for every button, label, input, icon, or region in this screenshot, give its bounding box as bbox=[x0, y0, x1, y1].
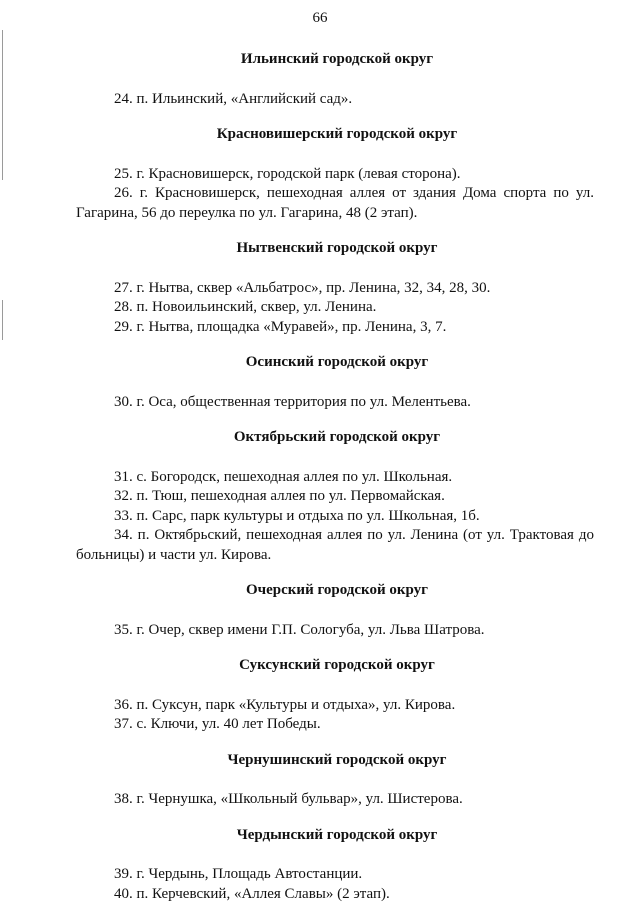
list-item: 37. с. Ключи, ул. 40 лет Победы. bbox=[114, 716, 321, 732]
section-nytvensky bbox=[76, 239, 594, 337]
section-krasnovishersky bbox=[76, 125, 594, 223]
list-item: 29. г. Нытва, площадка «Муравей», пр. Ленина, 3, 7. bbox=[114, 318, 447, 335]
section-heading: Осинский городской округ bbox=[245, 354, 429, 370]
list-item: 27. г. Нытва, сквер «Альбатрос», пр. Ленина, 32, 34, 28, 30. bbox=[114, 279, 491, 296]
list-item: 34. п. Октябрьский, пешеходная аллея по ул. Ленина (от ул. Трактовая до больницы) и части ул. Кирова. bbox=[76, 527, 594, 563]
list-item: 31. с. Богородск, пешеходная аллея по ул. Школьная. bbox=[114, 468, 453, 485]
list-item: 28. п. Новоильинский, сквер, ул. Ленина. bbox=[114, 299, 377, 315]
list-item: 35. г. Очер, сквер имени Г.П. Сологуба, ул. Льва Шатрова. bbox=[114, 621, 485, 638]
section-ilinsky bbox=[76, 50, 594, 109]
list-item: 32. п. Тюш, пешеходная аллея по ул. Первомайская. bbox=[114, 488, 445, 504]
section-heading: Чердынский городской округ bbox=[236, 826, 438, 843]
list-item: 26. г. Красновишерск, пешеходная аллея от здания Дома спорта по ул. Гагарина, 56 до переулка по ул. Гагарина, 48 (2 этап). bbox=[76, 185, 594, 221]
scan-edge-line bbox=[2, 300, 3, 340]
page-number: 66 bbox=[312, 10, 328, 26]
list-item: 25. г. Красновишерск, городской парк (левая сторона). bbox=[114, 165, 461, 182]
scan-edge-line bbox=[2, 30, 3, 180]
section-heading: Октябрьский городской округ bbox=[233, 429, 441, 445]
list-item: 30. г. Оса, общественная территория по ул. Мелентьева. bbox=[114, 393, 471, 410]
list-item: 36. п. Суксун, парк «Культуры и отдыха», ул. Кирова. bbox=[114, 696, 456, 713]
section-heading: Очерский городской округ bbox=[246, 582, 428, 598]
section-cherdynsky bbox=[76, 826, 594, 905]
list-item: 33. п. Сарс, парк культуры и отдыха по ул. Школьная, 1б. bbox=[114, 507, 480, 524]
document-body bbox=[76, 50, 594, 920]
section-ochersky bbox=[76, 581, 594, 640]
section-oktyabrsky bbox=[76, 428, 594, 565]
list-item: 39. г. Чердынь, Площадь Автостанции. bbox=[114, 866, 363, 882]
section-chernushinsky bbox=[76, 751, 594, 810]
list-item: 24. п. Ильинский, «Английский сад». bbox=[114, 90, 353, 107]
section-heading: Суксунский городской округ bbox=[239, 657, 435, 673]
section-heading: Чернушинский городской округ bbox=[227, 751, 447, 768]
section-heading: Нытвенский городской округ bbox=[236, 240, 438, 256]
section-osinsky bbox=[76, 353, 594, 412]
list-item: 38. г. Чернушка, «Школьный бульвар», ул. Шистерова. bbox=[114, 791, 463, 807]
section-heading: Ильинский городской округ bbox=[240, 51, 434, 67]
section-suksunsky bbox=[76, 656, 594, 735]
section-heading: Красновишерский городской округ bbox=[216, 126, 458, 142]
list-item: 40. п. Керчевский, «Аллея Славы» (2 этап). bbox=[114, 885, 390, 902]
